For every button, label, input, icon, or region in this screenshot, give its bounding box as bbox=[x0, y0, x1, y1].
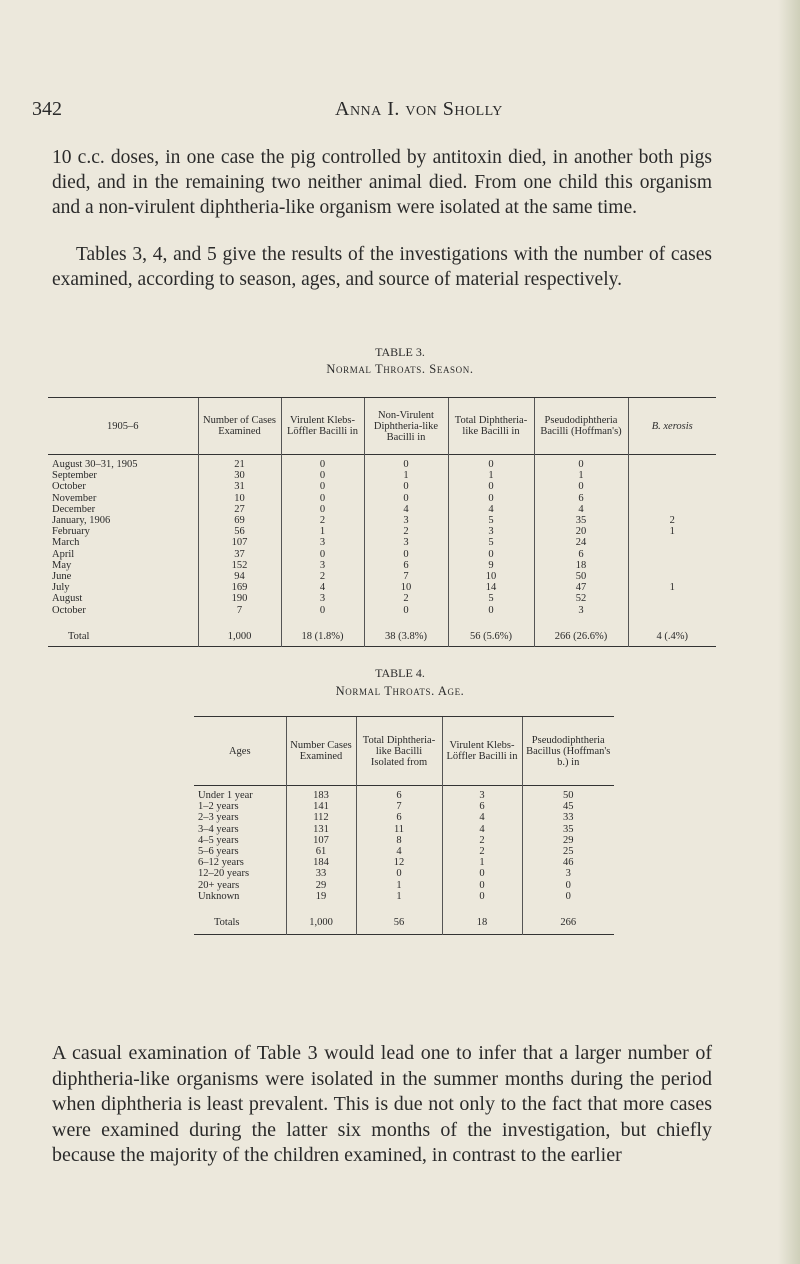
total-cell: 56 (5.6%) bbox=[448, 622, 534, 647]
table-cell: 183 bbox=[286, 786, 356, 802]
row-label: May bbox=[52, 559, 72, 571]
total-row bbox=[194, 908, 614, 935]
table-cell: 4 bbox=[534, 504, 628, 515]
table-cell: 0 bbox=[364, 549, 448, 560]
table-cell: 4 bbox=[281, 582, 364, 593]
table-cell: 0 bbox=[364, 605, 448, 622]
total-cell: 266 bbox=[522, 908, 614, 935]
table-cell: 33 bbox=[286, 868, 356, 879]
row-label: 5–6 years bbox=[198, 846, 239, 858]
table-cell: 2 bbox=[281, 515, 364, 526]
table-cell: 0 bbox=[448, 455, 534, 471]
table-3-caption: TABLE 3. bbox=[375, 345, 425, 359]
table-cell: 0 bbox=[364, 493, 448, 504]
table-cell: 35 bbox=[534, 515, 628, 526]
table-row bbox=[194, 812, 614, 823]
table-cell: 1 bbox=[281, 526, 364, 537]
table-cell: 25 bbox=[522, 846, 614, 857]
table-cell: 141 bbox=[286, 801, 356, 812]
table-cell: 69 bbox=[198, 515, 281, 526]
total-cell: 18 bbox=[442, 908, 522, 935]
row-label: 4–5 years bbox=[198, 834, 239, 846]
table-row bbox=[48, 504, 716, 515]
row-label: 6–12 years bbox=[198, 857, 244, 869]
table-cell: 7 bbox=[356, 801, 442, 812]
total-cell: 1,000 bbox=[286, 908, 356, 935]
row-label: April bbox=[52, 548, 75, 560]
column-header: Number Cases Examined bbox=[286, 717, 356, 786]
row-label: 2–3 years bbox=[198, 812, 239, 824]
row-label: December bbox=[52, 503, 96, 515]
running-title: Anna I. von Sholly bbox=[335, 98, 503, 120]
row-label: 1–2 years bbox=[198, 801, 239, 813]
table-cell: 0 bbox=[281, 493, 364, 504]
table-row bbox=[48, 571, 716, 582]
column-header: Total Diphtheria-like Bacilli in bbox=[448, 398, 534, 455]
table-cell: 35 bbox=[522, 824, 614, 835]
table-cell: 4 bbox=[448, 504, 534, 515]
table-cell: 5 bbox=[448, 515, 534, 526]
column-header: Number of Cases Examined bbox=[198, 398, 281, 455]
row-label: September bbox=[52, 470, 97, 482]
table-cell bbox=[628, 481, 716, 492]
table-cell: 0 bbox=[356, 868, 442, 879]
table-cell: 2 bbox=[442, 846, 522, 857]
table-cell: 21 bbox=[198, 455, 281, 471]
table-cell: 10 bbox=[364, 582, 448, 593]
table-cell bbox=[628, 560, 716, 571]
column-header: Pseudodiphtheria Bacillus (Hoffman's b.) in bbox=[522, 717, 614, 786]
table-cell bbox=[628, 493, 716, 504]
table-4-subtitle: Normal Throats. Age. bbox=[335, 684, 465, 698]
table-row bbox=[194, 801, 614, 812]
table-cell: 0 bbox=[534, 481, 628, 492]
table-cell: 7 bbox=[364, 571, 448, 582]
table-cell: 5 bbox=[448, 537, 534, 548]
row-label: 12–20 years bbox=[198, 868, 250, 880]
header-row bbox=[48, 398, 716, 455]
table-cell: 2 bbox=[281, 571, 364, 582]
table-row bbox=[48, 481, 716, 492]
table-cell: 0 bbox=[448, 481, 534, 492]
table-cell: 0 bbox=[281, 549, 364, 560]
table-cell: 0 bbox=[281, 605, 364, 622]
table-cell: 20 bbox=[534, 526, 628, 537]
table-cell: 6 bbox=[356, 812, 442, 823]
table-row bbox=[194, 786, 614, 802]
row-label: Unknown bbox=[198, 890, 240, 902]
table-cell: 2 bbox=[628, 515, 716, 526]
table-cell: 12 bbox=[356, 857, 442, 868]
row-label: August 30–31, 1905 bbox=[52, 459, 138, 470]
table-cell: 52 bbox=[534, 593, 628, 604]
row-label: July bbox=[52, 582, 70, 594]
table-cell: 9 bbox=[448, 560, 534, 571]
table-cell: 56 bbox=[198, 526, 281, 537]
table-cell: 3 bbox=[442, 786, 522, 802]
table-cell: 94 bbox=[198, 571, 281, 582]
table-cell: 7 bbox=[198, 605, 281, 622]
table-cell: 4 bbox=[364, 504, 448, 515]
table-cell: 1 bbox=[628, 526, 716, 537]
table-cell: 3 bbox=[281, 593, 364, 604]
table-row bbox=[48, 582, 716, 593]
row-label: October bbox=[52, 604, 86, 616]
table-row bbox=[194, 824, 614, 835]
table-row bbox=[48, 593, 716, 604]
total-cell: 266 (26.6%) bbox=[534, 622, 628, 647]
table-row bbox=[48, 515, 716, 526]
total-cell: 18 (1.8%) bbox=[281, 622, 364, 647]
table-cell: 3 bbox=[522, 868, 614, 879]
table-row bbox=[48, 526, 716, 537]
table-cell: 10 bbox=[198, 493, 281, 504]
table-cell: 5 bbox=[448, 593, 534, 604]
table-cell: 11 bbox=[356, 824, 442, 835]
total-label: Totals bbox=[214, 917, 240, 929]
column-header: Pseudodiphtheria Bacilli (Hoffman's) bbox=[534, 398, 628, 455]
table-cell: 14 bbox=[448, 582, 534, 593]
row-label: November bbox=[52, 492, 97, 504]
column-header: Virulent Klebs-Löffler Bacilli in bbox=[442, 717, 522, 786]
table-4 bbox=[194, 716, 614, 935]
table-cell: 30 bbox=[198, 470, 281, 481]
table-cell: 24 bbox=[534, 537, 628, 548]
table-cell: 3 bbox=[364, 515, 448, 526]
table-cell: 0 bbox=[364, 455, 448, 471]
table-3 bbox=[48, 397, 716, 647]
table-cell bbox=[628, 455, 716, 471]
table-cell: 18 bbox=[534, 560, 628, 571]
table-row bbox=[48, 560, 716, 571]
table-cell: 3 bbox=[281, 560, 364, 571]
table-cell: 1 bbox=[356, 880, 442, 891]
page-number: 342 bbox=[32, 98, 62, 120]
table-cell: 3 bbox=[281, 537, 364, 548]
column-header: Non-Virulent Diphtheria-like Bacilli in bbox=[364, 398, 448, 455]
table-row bbox=[48, 493, 716, 504]
table-cell: 0 bbox=[442, 880, 522, 891]
table-cell: 0 bbox=[281, 455, 364, 471]
total-cell: 56 bbox=[356, 908, 442, 935]
paragraph-1: 10 c.c. doses, in one case the pig controlled by antitoxin died, in another both pigs died, and in the remaining two neither animal died. From one child this organism and a non-virulent diphtheria-like organism were isolated at the same time. bbox=[52, 147, 712, 218]
table-row bbox=[48, 605, 716, 622]
table-cell: 6 bbox=[356, 786, 442, 802]
table-cell: 50 bbox=[534, 571, 628, 582]
row-label: Under 1 year bbox=[198, 790, 253, 801]
total-row bbox=[48, 622, 716, 647]
total-cell: 1,000 bbox=[198, 622, 281, 647]
table-cell bbox=[628, 470, 716, 481]
row-label: October bbox=[52, 481, 86, 493]
table-cell bbox=[628, 571, 716, 582]
column-header: Virulent Klebs-Löffler Bacilli in bbox=[281, 398, 364, 455]
table-cell: 131 bbox=[286, 824, 356, 835]
table-cell: 4 bbox=[356, 846, 442, 857]
table-row bbox=[194, 846, 614, 857]
table-cell: 3 bbox=[448, 526, 534, 537]
table-cell: 0 bbox=[364, 481, 448, 492]
table-cell: 1 bbox=[364, 470, 448, 481]
table-cell: 0 bbox=[281, 504, 364, 515]
table-cell: 107 bbox=[286, 835, 356, 846]
table-row bbox=[194, 857, 614, 868]
column-header: B. xerosis bbox=[628, 398, 716, 455]
row-label: June bbox=[52, 571, 72, 583]
table-row bbox=[194, 891, 614, 908]
table-row bbox=[48, 455, 716, 471]
table-row bbox=[194, 880, 614, 891]
table-cell: 0 bbox=[448, 605, 534, 622]
table-cell bbox=[628, 504, 716, 515]
table-cell bbox=[628, 549, 716, 560]
table-cell: 1 bbox=[534, 470, 628, 481]
table-cell: 184 bbox=[286, 857, 356, 868]
table-cell: 0 bbox=[442, 868, 522, 879]
table-4-caption: TABLE 4. bbox=[375, 666, 425, 680]
table-cell: 152 bbox=[198, 560, 281, 571]
table-cell: 3 bbox=[534, 605, 628, 622]
table-cell: 4 bbox=[442, 812, 522, 823]
table-cell: 33 bbox=[522, 812, 614, 823]
row-label: 20+ years bbox=[198, 879, 240, 891]
table-3-subtitle: Normal Throats. Season. bbox=[326, 362, 474, 376]
table-cell: 0 bbox=[442, 891, 522, 908]
table-cell: 46 bbox=[522, 857, 614, 868]
table-cell: 190 bbox=[198, 593, 281, 604]
table-cell: 0 bbox=[448, 549, 534, 560]
table-cell bbox=[628, 605, 716, 622]
table-cell: 27 bbox=[198, 504, 281, 515]
table-cell: 6 bbox=[364, 560, 448, 571]
row-label: 3–4 years bbox=[198, 823, 239, 835]
table-cell: 37 bbox=[198, 549, 281, 560]
table-cell: 29 bbox=[286, 880, 356, 891]
table-cell: 107 bbox=[198, 537, 281, 548]
table-cell: 1 bbox=[442, 857, 522, 868]
table-cell: 8 bbox=[356, 835, 442, 846]
total-cell: 4 (.4%) bbox=[628, 622, 716, 647]
total-label: Total bbox=[68, 630, 90, 642]
table-cell: 1 bbox=[356, 891, 442, 908]
table-cell: 0 bbox=[534, 455, 628, 471]
row-label: February bbox=[52, 526, 90, 538]
paragraph-3: A casual examination of Table 3 would lead one to infer that a larger number of diphtheria-like organisms were isolated in the summer months during the period when diphtheria is least prevalent. This is due not only to the fact that more cases were examined during the latter six months of the investigation, but chiefly because the majority of the children examined, in contrast to the earlier bbox=[52, 1042, 712, 1166]
table-cell: 47 bbox=[534, 582, 628, 593]
table-cell: 31 bbox=[198, 481, 281, 492]
paragraph-2: Tables 3, 4, and 5 give the results of the investigations with the number of cases examined, according to season, ages, and source of material respectively. bbox=[52, 244, 712, 290]
table-cell: 112 bbox=[286, 812, 356, 823]
table-row bbox=[194, 868, 614, 879]
table-cell bbox=[628, 593, 716, 604]
table-cell: 1 bbox=[448, 470, 534, 481]
column-header: 1905–6 bbox=[107, 420, 139, 432]
table-cell: 2 bbox=[442, 835, 522, 846]
table-cell: 169 bbox=[198, 582, 281, 593]
table-cell: 1 bbox=[628, 582, 716, 593]
table-cell: 50 bbox=[522, 786, 614, 802]
page-edge-shade bbox=[778, 0, 800, 1264]
row-label: August bbox=[52, 593, 83, 605]
table-cell: 45 bbox=[522, 801, 614, 812]
table-row bbox=[48, 549, 716, 560]
table-cell: 3 bbox=[364, 537, 448, 548]
table-cell: 61 bbox=[286, 846, 356, 857]
table-cell: 4 bbox=[442, 824, 522, 835]
row-label: January, 1906 bbox=[52, 515, 111, 527]
table-cell: 2 bbox=[364, 526, 448, 537]
table-cell: 29 bbox=[522, 835, 614, 846]
table-cell: 2 bbox=[364, 593, 448, 604]
table-cell: 0 bbox=[522, 891, 614, 908]
table-cell: 0 bbox=[522, 880, 614, 891]
row-label: March bbox=[52, 537, 80, 549]
column-header: Ages bbox=[228, 745, 251, 757]
total-cell: 38 (3.8%) bbox=[364, 622, 448, 647]
table-row bbox=[194, 835, 614, 846]
table-cell: 0 bbox=[281, 470, 364, 481]
table-cell: 0 bbox=[448, 493, 534, 504]
table-row bbox=[48, 537, 716, 548]
table-cell: 0 bbox=[281, 481, 364, 492]
table-cell bbox=[628, 537, 716, 548]
table-cell: 6 bbox=[534, 549, 628, 560]
table-cell: 6 bbox=[534, 493, 628, 504]
table-row bbox=[48, 470, 716, 481]
table-cell: 6 bbox=[442, 801, 522, 812]
table-cell: 10 bbox=[448, 571, 534, 582]
table-cell: 19 bbox=[286, 891, 356, 908]
header-row bbox=[194, 717, 614, 786]
column-header: Total Diphtheria-like Bacilli Isolated from bbox=[356, 717, 442, 786]
